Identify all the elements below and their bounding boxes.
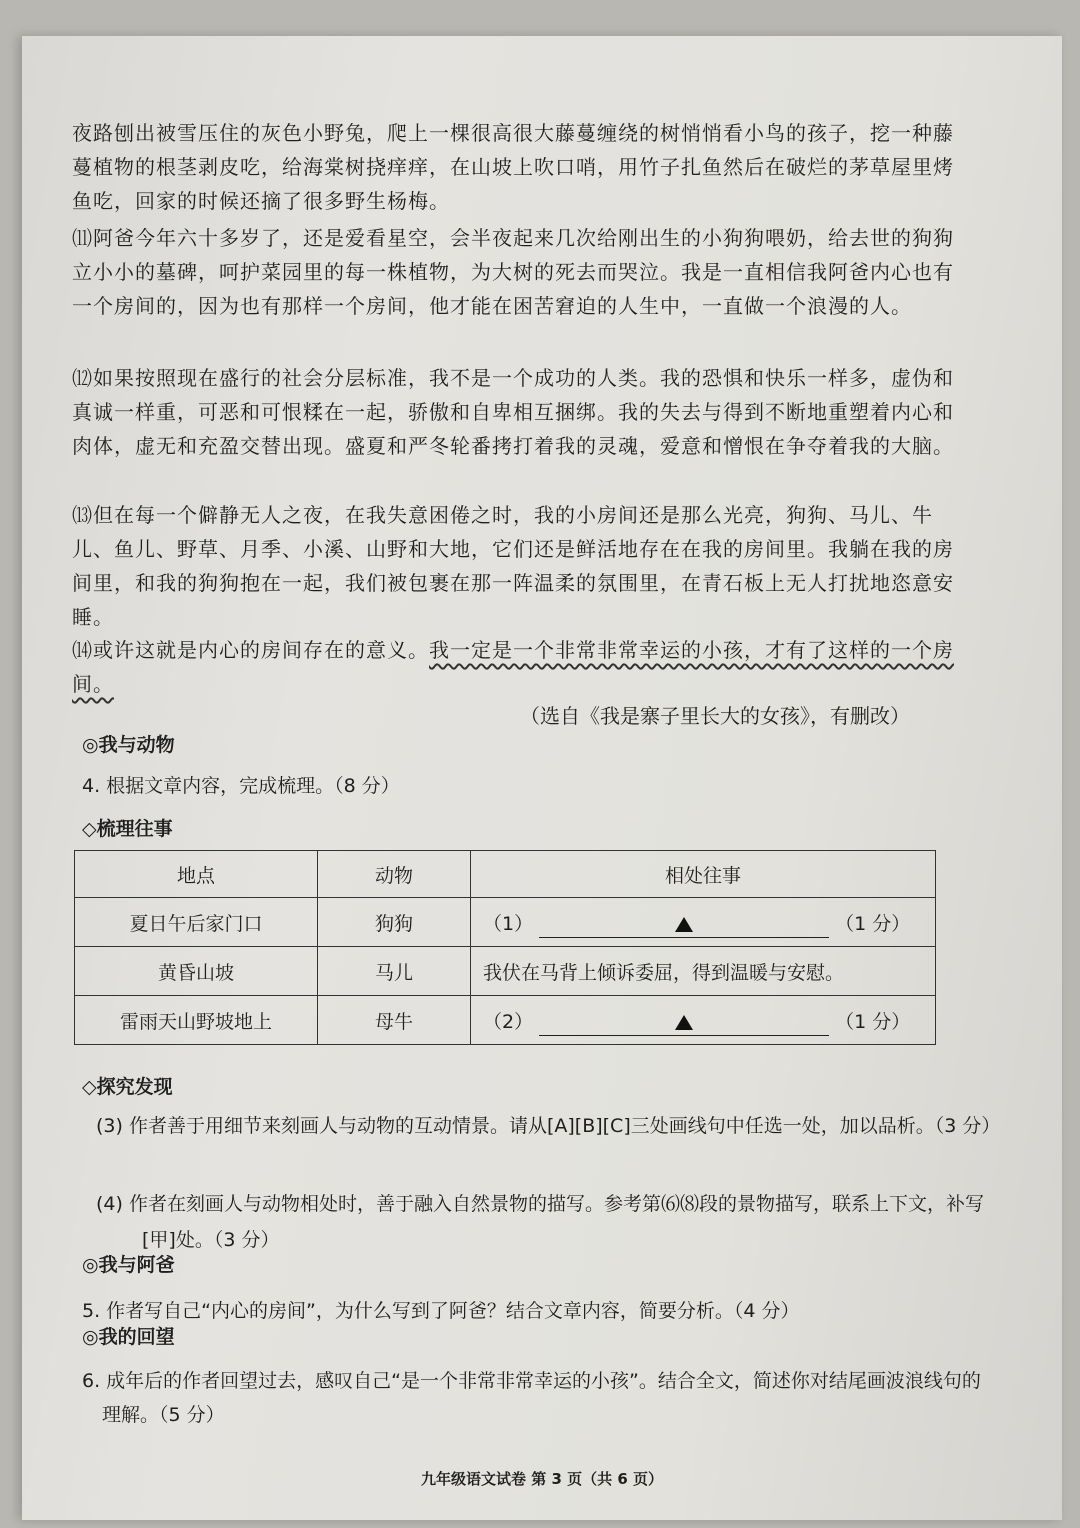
passage-paragraph-10: 夜路刨出被雪压住的灰色小野兔，爬上一棵很高很大藤蔓缠绕的树悄悄看小鸟的孩子，挖一种藤蔓植物的根茎剥皮吃，给海棠树挠痒痒，在山坡上吹口哨，用竹子扎鱼然后在破烂的茅草屋里烤鱼吃，回家的时候还摘了很多野生杨梅。 xyxy=(72,121,954,213)
section-me-and-animals: ◎我与动物 xyxy=(82,734,175,756)
row-answer-blank[interactable] xyxy=(471,996,936,1045)
page-footer: 九年级语文试卷 第 3 页（共 6 页） xyxy=(421,1470,663,1488)
section-looking-back: ◎我的回望 xyxy=(82,1326,175,1348)
answer-line[interactable] xyxy=(539,1013,829,1036)
paragraph-14-plain: ⒁或许这就是内心的房间存在的意义。 xyxy=(72,638,429,662)
table-row xyxy=(75,947,936,996)
blank-score: （1 分） xyxy=(835,912,911,935)
section-explore: ◇探究发现 xyxy=(82,1076,173,1098)
row-answer-blank[interactable] xyxy=(471,898,936,947)
blank-number: （1） xyxy=(483,912,534,935)
triangle-icon xyxy=(675,917,693,932)
blank-score: （1 分） xyxy=(835,1010,911,1033)
table-row xyxy=(75,996,936,1045)
question-6: 6. 成年后的作者回望过去，感叹自己“是一个非常非常幸运的小孩”。结合全文，简述你对结尾画波浪线句的理解。（5 分） xyxy=(82,1370,981,1426)
passage-paragraph-11: ⑾阿爸今年六十多岁了，还是爱看星空，会半夜起来几次给刚出生的小狗狗喂奶，给去世的狗狗立小小的墓碑，呵护菜园里的每一株植物，为大树的死去而哭泣。我是一直相信我阿爸内心也有一个房间的，因为也有那样一个房间，他才能在困苦窘迫的人生中，一直做一个浪漫的人。 xyxy=(72,226,954,318)
wavy-underlined-sentence: 我一定是一个非常非常幸运的小孩，才有了这样的一个房间。 xyxy=(72,638,954,696)
table-row xyxy=(75,898,936,947)
answer-line[interactable] xyxy=(539,915,829,938)
header-place: 地点 xyxy=(75,851,318,898)
passage-paragraph-12: ⑿如果按照现在盛行的社会分层标准，我不是一个成功的人类。我的恐惧和快乐一样多，虚伪和真诚一样重，可恶和可恨糅在一起，骄傲和自卑相互捆绑。我的失去与得到不断地重塑着内心和肉体，虚无和充盈交替出现。盛夏和严冬轮番拷打着我的灵魂，爱意和憎恨在争夺着我的大脑。 xyxy=(72,366,954,458)
review-table xyxy=(74,850,936,1045)
section-me-and-dad: ◎我与阿爸 xyxy=(82,1254,175,1276)
question-4-3: (3) 作者善于用细节来刻画人与动物的互动情景。请从[A][B][C]三处画线句中任选一处，加以品析。（3 分） xyxy=(96,1115,1001,1137)
row-place: 黄昏山坡 xyxy=(75,947,318,996)
row-animal: 狗狗 xyxy=(318,898,471,947)
header-animal: 动物 xyxy=(318,851,471,898)
question-4: 4. 根据文章内容，完成梳理。（8 分） xyxy=(82,775,400,797)
exam-page xyxy=(22,36,1062,1520)
passage-paragraph-13: ⒀但在每一个僻静无人之夜，在我失意困倦之时，我的小房间还是那么光亮，狗狗、马儿、牛儿、鱼儿、野草、月季、小溪、山野和大地，它们还是鲜活地存在在我的房间里。我躺在我的房间里，和我的狗狗抱在一起，我们被包裹在那一阵温柔的氛围里，在青石板上无人打扰地恣意安睡。 xyxy=(72,503,954,629)
header-story: 相处往事 xyxy=(471,851,936,898)
row-story: 我伏在马背上倾诉委屈，得到温暖与安慰。 xyxy=(471,947,936,996)
blank-number: （2） xyxy=(483,1010,534,1033)
question-4-4: (4) 作者在刻画人与动物相处时，善于融入自然景物的描写。参考第⑹⑻段的景物描写，联系上下文，补写[甲]处。（3 分） xyxy=(96,1193,984,1251)
question-5: 5. 作者写自己“内心的房间”，为什么写到了阿爸？结合文章内容，简要分析。（4 分） xyxy=(82,1300,800,1322)
section-review: ◇梳理往事 xyxy=(82,818,173,840)
passage-paragraph-14 xyxy=(72,633,954,701)
triangle-icon xyxy=(675,1015,693,1030)
passage-source: （选自《我是寨子里长大的女孩》，有删改） xyxy=(520,704,910,728)
row-place: 夏日午后家门口 xyxy=(75,898,318,947)
table-header-row xyxy=(75,851,936,898)
row-place: 雷雨天山野坡地上 xyxy=(75,996,318,1045)
row-animal: 马儿 xyxy=(318,947,471,996)
row-animal: 母牛 xyxy=(318,996,471,1045)
